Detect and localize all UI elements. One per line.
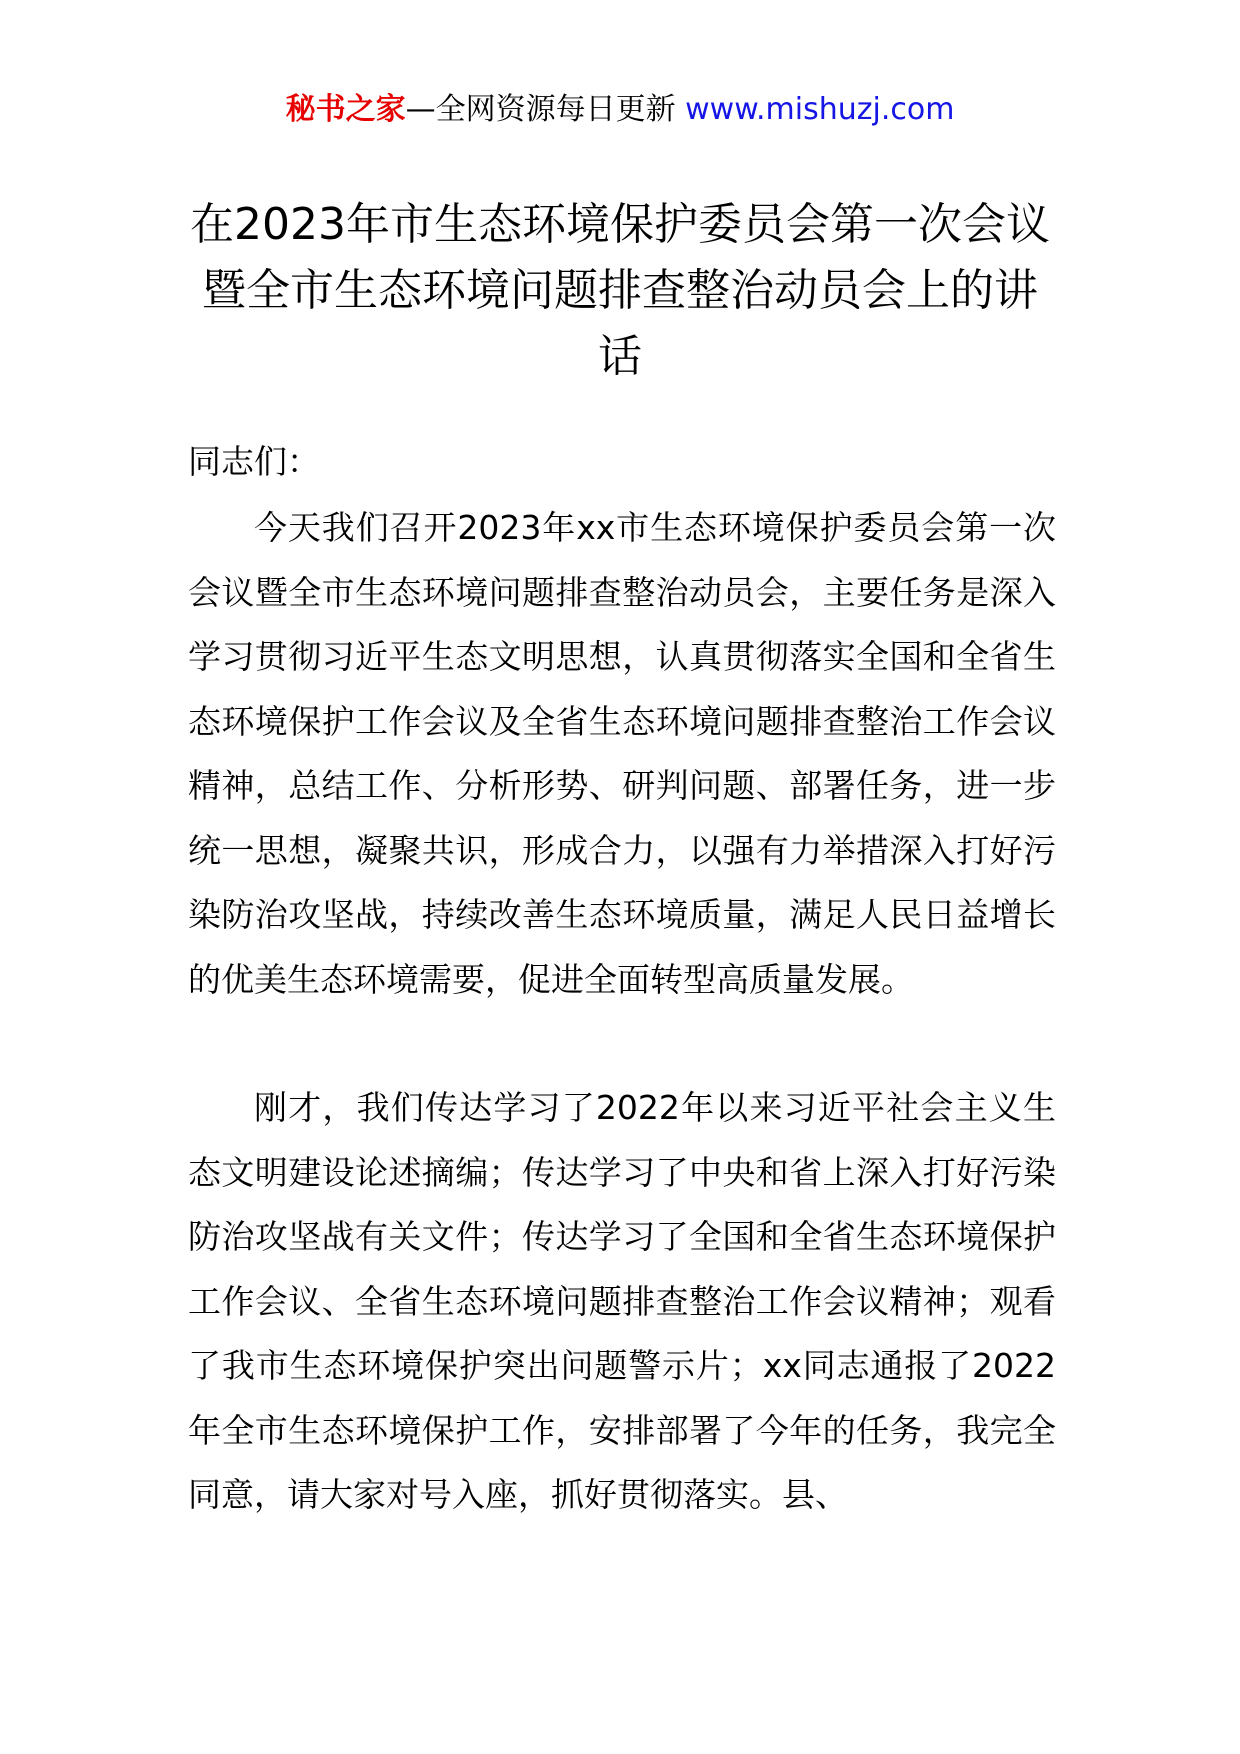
document-title: 在2023年市生态环境保护委员会第一次会议暨全市生态环境问题排查整治动员会上的讲话 [190, 199, 1050, 382]
body-paragraph-1: 今天我们召开2023年xx市生态环境保护委员会第一次会议暨全市生态环境问题排查整治动员会，主要任务是深入学习贯彻习近平生态文明思想，认真贯彻落实全国和全省生态环境保护工作会议及全省生态环境问题排查整治工作会议精神，总结工作、分析形势、研判问题、部署任务，进一步统一思想，凝聚共识，形成合力，以强有力举措深入打好污染防治攻坚战，持续改善生态环境质量，满足人民日益增长的优美生态环境需要，促进全面转型高质量发展。 [188, 508, 1056, 999]
site-header [0, 90, 1240, 130]
header-tagline: —全网资源每日更新 [405, 92, 686, 127]
body-paragraph-2: 刚才，我们传达学习了2022年以来习近平社会主义生态文明建设论述摘编；传达学习了中央和省上深入打好污染防治攻坚战有关文件；传达学习了全国和全省生态环境保护工作会议、全省生态环境问题排查整治工作会议精神；观看了我市生态环境保护突出问题警示片；xx同志通报了2022年全市生态环境保护工作，安排部署了今年的任务，我完全同意，请大家对号入座，抓好贯彻落实。县、 [188, 1088, 1056, 1514]
salutation: 同志们： [188, 442, 320, 481]
brand-name: 秘书之家 [285, 92, 406, 127]
site-url-link[interactable]: www.mishuzj.com [685, 92, 955, 127]
